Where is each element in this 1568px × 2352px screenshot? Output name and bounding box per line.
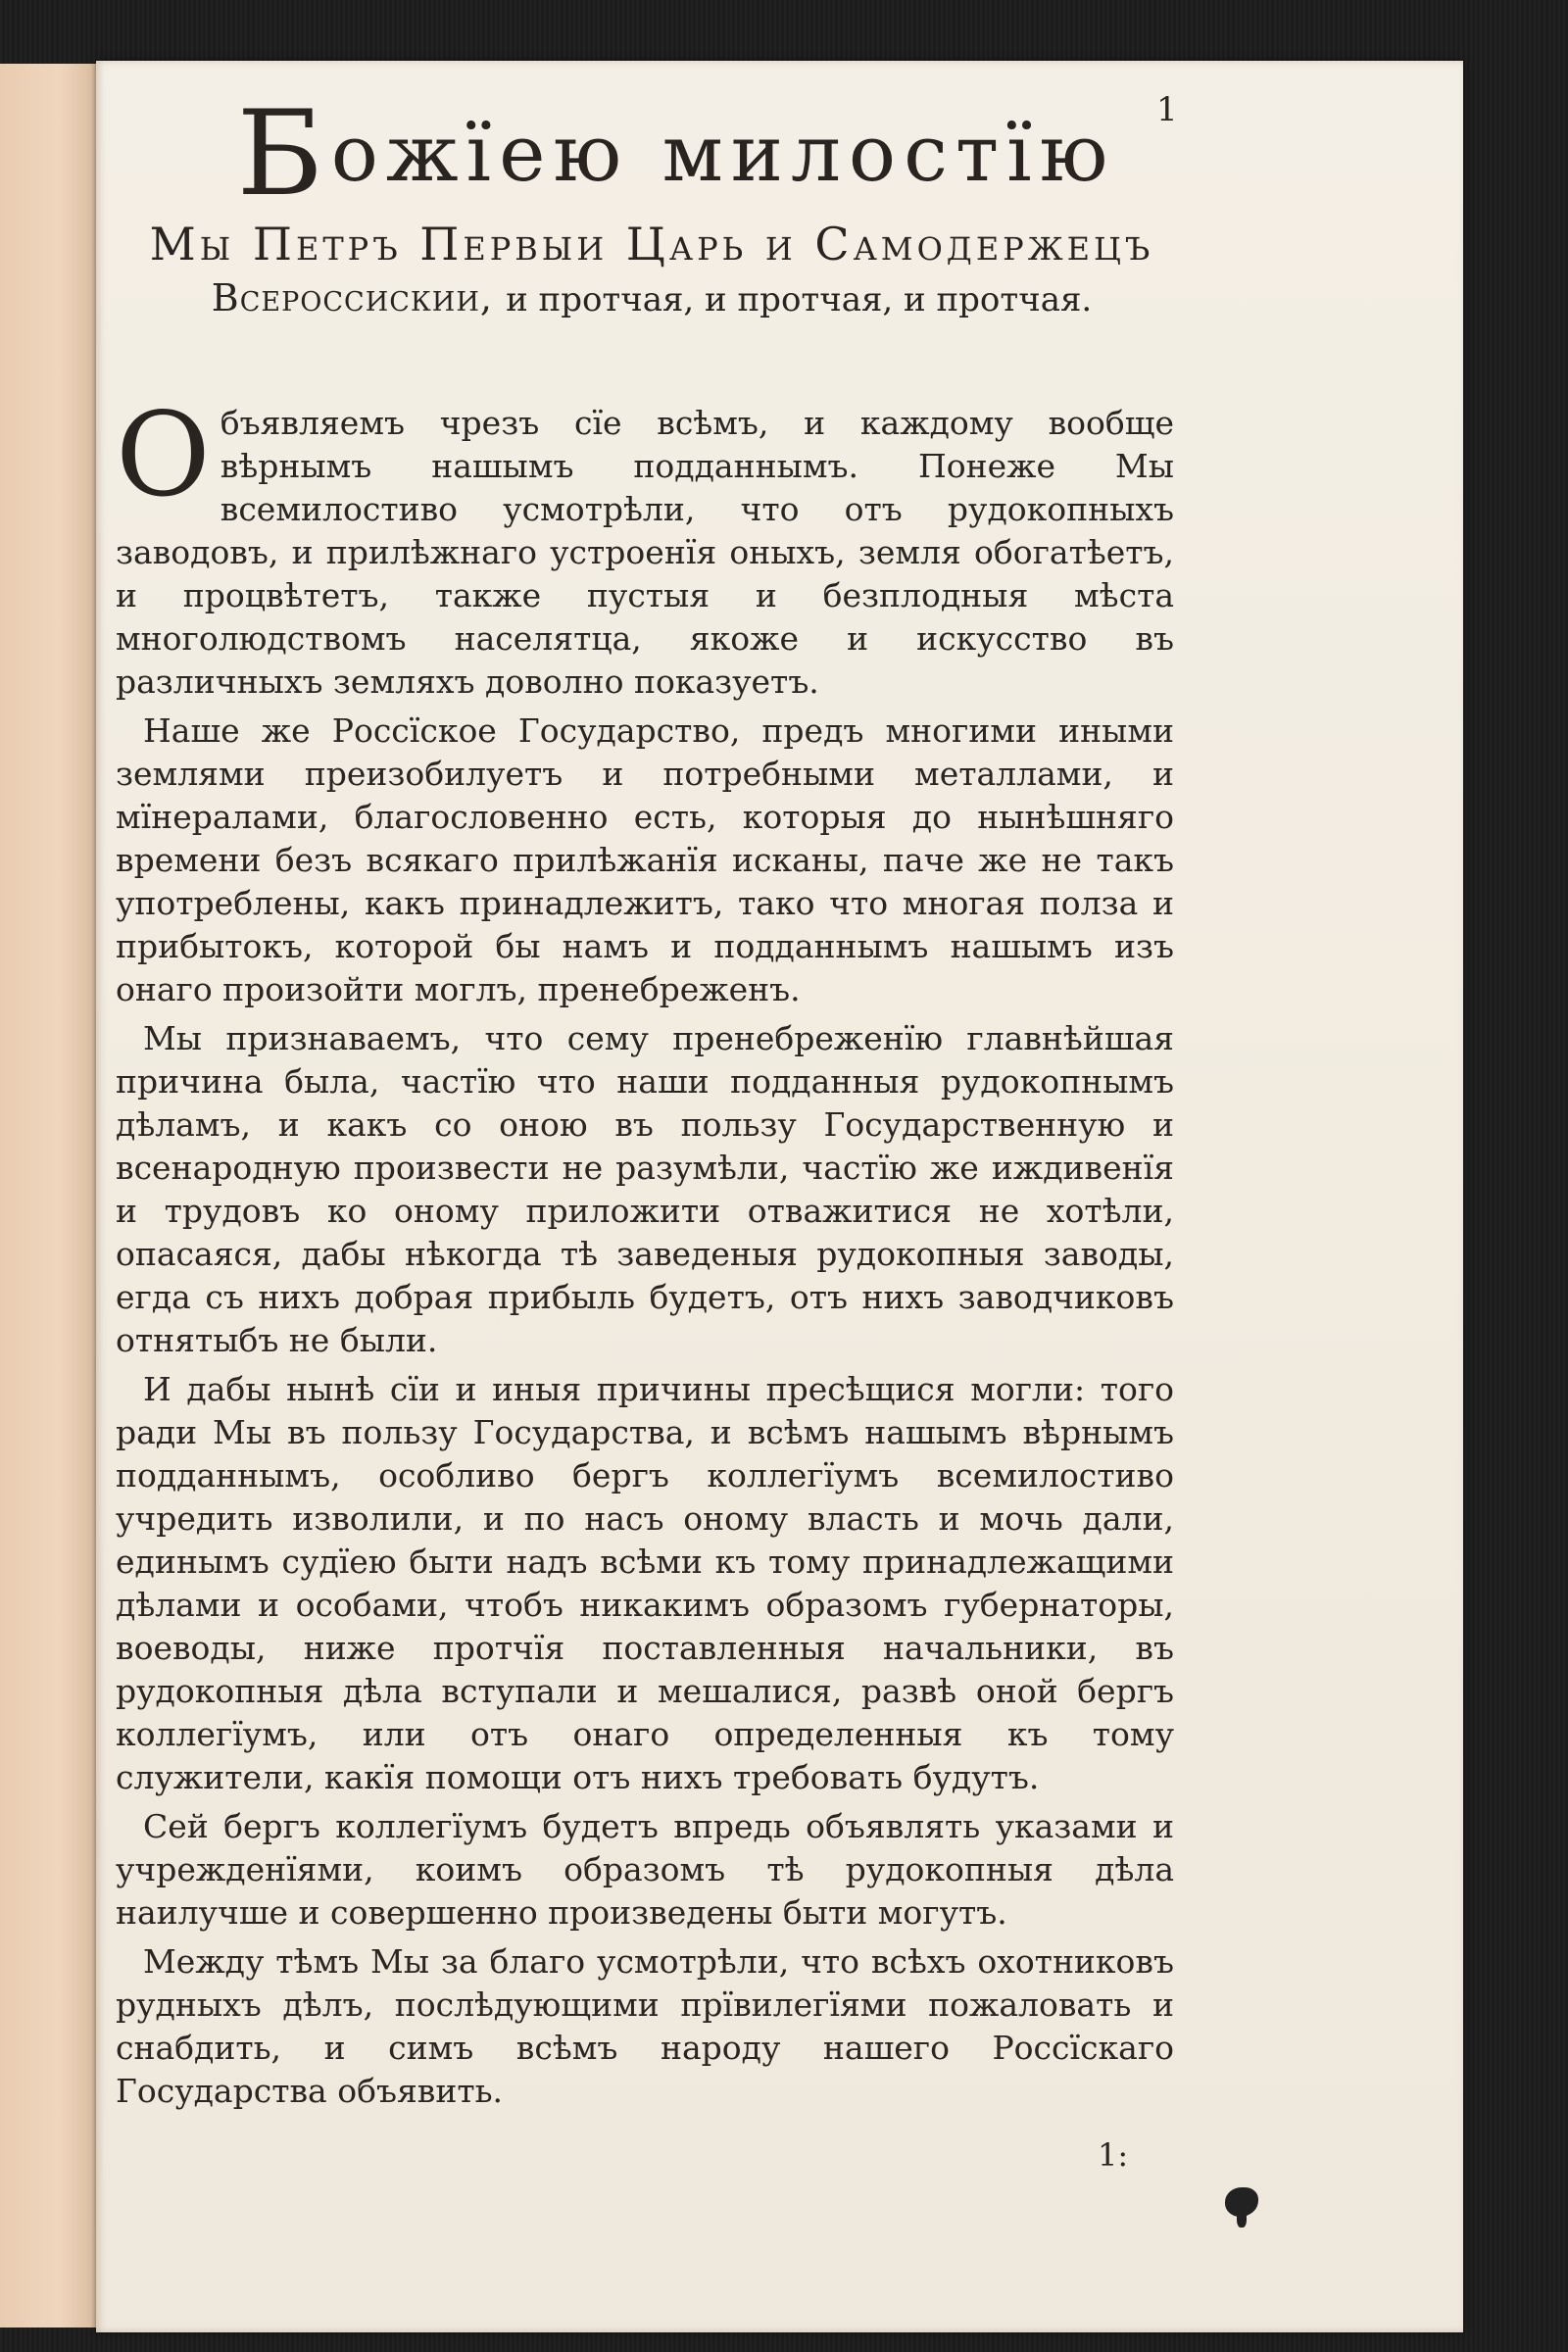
catchword: 1: [1098,2136,1129,2174]
drop-cap: О [116,387,211,522]
page-number: 1 [1156,90,1178,129]
subtitle-line-1: Мы Петръ Первыи Царь и Самодержецъ [149,218,1154,270]
paragraph-1: Объявляемъ чрезъ сїе всѣмъ, и каждому вообще вѣрнымъ нашымъ подданнымъ. Понеже Мы всемилостиво усмотрѣли, что отъ рудокопныхъ заводовъ, и прилѣжнаго устроенїя оныхъ, земля обогатѣетъ, и процвѣтетъ, также пустыя и безплодныя мѣста многолюдствомъ населятца, якоже и искусство въ различныхъ земляхъ доволно показуетъ. [116,387,1174,701]
paragraph-2: Наше же Россїское Государство, предъ многими иными землями преизобилуетъ и потребными металлами, и мїнералами, благословенно есть, которыя до нынѣшняго времени безъ всякаго прилѣжанїя исканы, паче же не такъ употреблены, какъ принадлежитъ, тако что многая полза и прибытокъ, которой бы намъ и подданнымъ нашымъ изъ онаго произойти моглъ, пренебреженъ. [116,711,1174,1008]
subtitle-line-2 [118,276,1186,319]
subtitle-etc: и протчая, и протчая, и протчая. [506,280,1093,319]
title-rest: ожїею милостїю [330,108,1116,199]
page-title [167,86,1186,222]
previous-page-edge [0,64,98,2328]
paragraph-5: Сей бергъ коллегїумъ будетъ впредь объявлять указами и учрежденїями, коимъ образомъ тѣ рудокопныя дѣла наилучше и совершенно произведены быти могутъ. [116,1807,1174,1932]
ink-blot-tail [1237,2210,1247,2228]
paragraph-6: Между тѣмъ Мы за благо усмотрѣли, что всѣхъ охотниковъ рудныхъ дѣлъ, послѣдующими прївилегїями пожаловать и снабдить, и симъ всѣмъ народу нашего Россїскаго Государства объявить. [116,1942,1174,2110]
title-initial: Б [236,86,331,222]
body-text [116,387,1174,2119]
subtitle-main: Всероссискии, [211,276,493,319]
paragraph-3: Мы признаваемъ, что сему пренебреженїю главнѣйшая причина была, частїю что наши подданныя рудокопнымъ дѣламъ, и какъ со оною въ пользу Государственную и всенародную произвести не разумѣли, частїю же иждивенїя и трудовъ ко оному приложити отважитися не хотѣли, опасаяся, дабы нѣкогда тѣ заведеныя рудокопныя заводы, егда съ нихъ добрая прибыль будетъ, отъ нихъ заводчиковъ отнятыбъ не были. [116,1019,1174,1359]
paragraph-4: И дабы нынѣ сїи и иныя причины пресѣщися могли: того ради Мы въ пользу Государства, и всѣмъ нашымъ вѣрнымъ подданнымъ, особливо бергъ коллегїумъ всемилостиво учредить изволили, и по насъ оному власть и мочь дали, единымъ судїею быти надъ всѣми къ тому принадлежащими дѣлами и особами, чтобъ никакимъ образомъ губернаторы, воеводы, ниже протчїя поставленныя начальники, въ рудокопныя дѣла вступали и мешалися, развѣ оной бергъ коллегїумъ, или отъ онаго определенныя къ тому служители, какїя помощи отъ нихъ требовать будутъ. [116,1370,1174,1796]
